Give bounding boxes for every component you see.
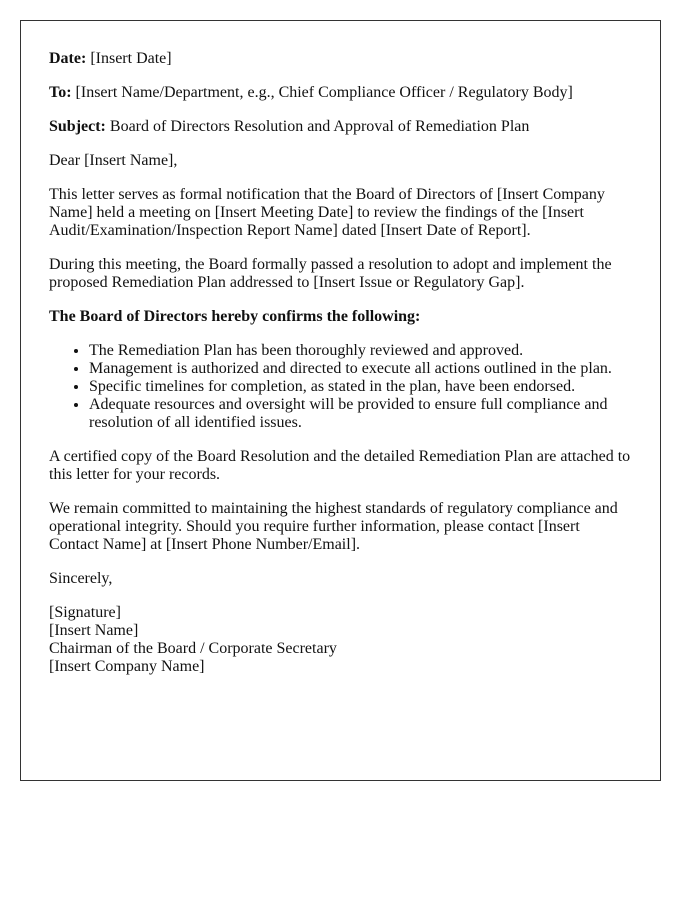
subject-value: Board of Directors Resolution and Approval of Remediation Plan: [105, 118, 530, 135]
date-value: [Insert Date]: [86, 50, 172, 67]
recipient-label: To:: [49, 84, 72, 101]
confirmation-item: • Management is authorized and directed to execute all actions outlined in the plan.: [89, 360, 632, 378]
date-line: [49, 50, 632, 68]
body-paragraph-resolution: During this meeting, the Board formally passed a resolution to adopt and implement the proposed Remediation Plan addressed to [Insert Issue or Regulatory Gap].: [49, 256, 612, 291]
confirmation-list: [49, 342, 632, 432]
confirmation-heading: The Board of Directors hereby confirms the following:: [49, 308, 421, 325]
body-paragraph-notification: This letter serves as formal notification that the Board of Directors of [Insert Company Name] held a meeting on [Insert Meeting Date] to review the findings of the [Insert Audit/Examination/Inspection Report Name] dated [Insert Date of Report].: [49, 186, 605, 239]
salutation: Dear [Insert Name],: [49, 152, 178, 169]
subject-label: Subject:: [49, 118, 106, 135]
signatory-name: [Insert Name]: [49, 622, 139, 639]
confirmation-item: • Adequate resources and oversight will be provided to ensure full compliance and resolution of all identified issues.: [89, 396, 632, 432]
signatory-company: [Insert Company Name]: [49, 658, 205, 675]
signatory-title: Chairman of the Board / Corporate Secretary: [49, 640, 337, 657]
sign-off: Sincerely,: [49, 570, 113, 587]
body-paragraph-attachment: A certified copy of the Board Resolution and the detailed Remediation Plan are attached to this letter for your records.: [49, 448, 631, 483]
recipient-value: [Insert Name/Department, e.g., Chief Compliance Officer / Regulatory Body]: [71, 84, 573, 101]
recipient-line: [49, 84, 632, 102]
signature-line: [Signature]: [49, 604, 121, 621]
subject-line: [49, 118, 632, 136]
confirmation-item: • The Remediation Plan has been thoroughly reviewed and approved.: [89, 342, 632, 360]
confirmation-item: • Specific timelines for completion, as stated in the plan, have been endorsed.: [89, 378, 632, 396]
date-label: Date:: [49, 50, 87, 67]
body-paragraph-commitment: We remain committed to maintaining the highest standards of regulatory compliance and operational integrity. Should you require further information, please contact [Insert Contact Name] at [Insert Phone Number/Email].: [49, 500, 618, 553]
letter-container: [20, 20, 661, 781]
signature-block: [49, 604, 632, 676]
